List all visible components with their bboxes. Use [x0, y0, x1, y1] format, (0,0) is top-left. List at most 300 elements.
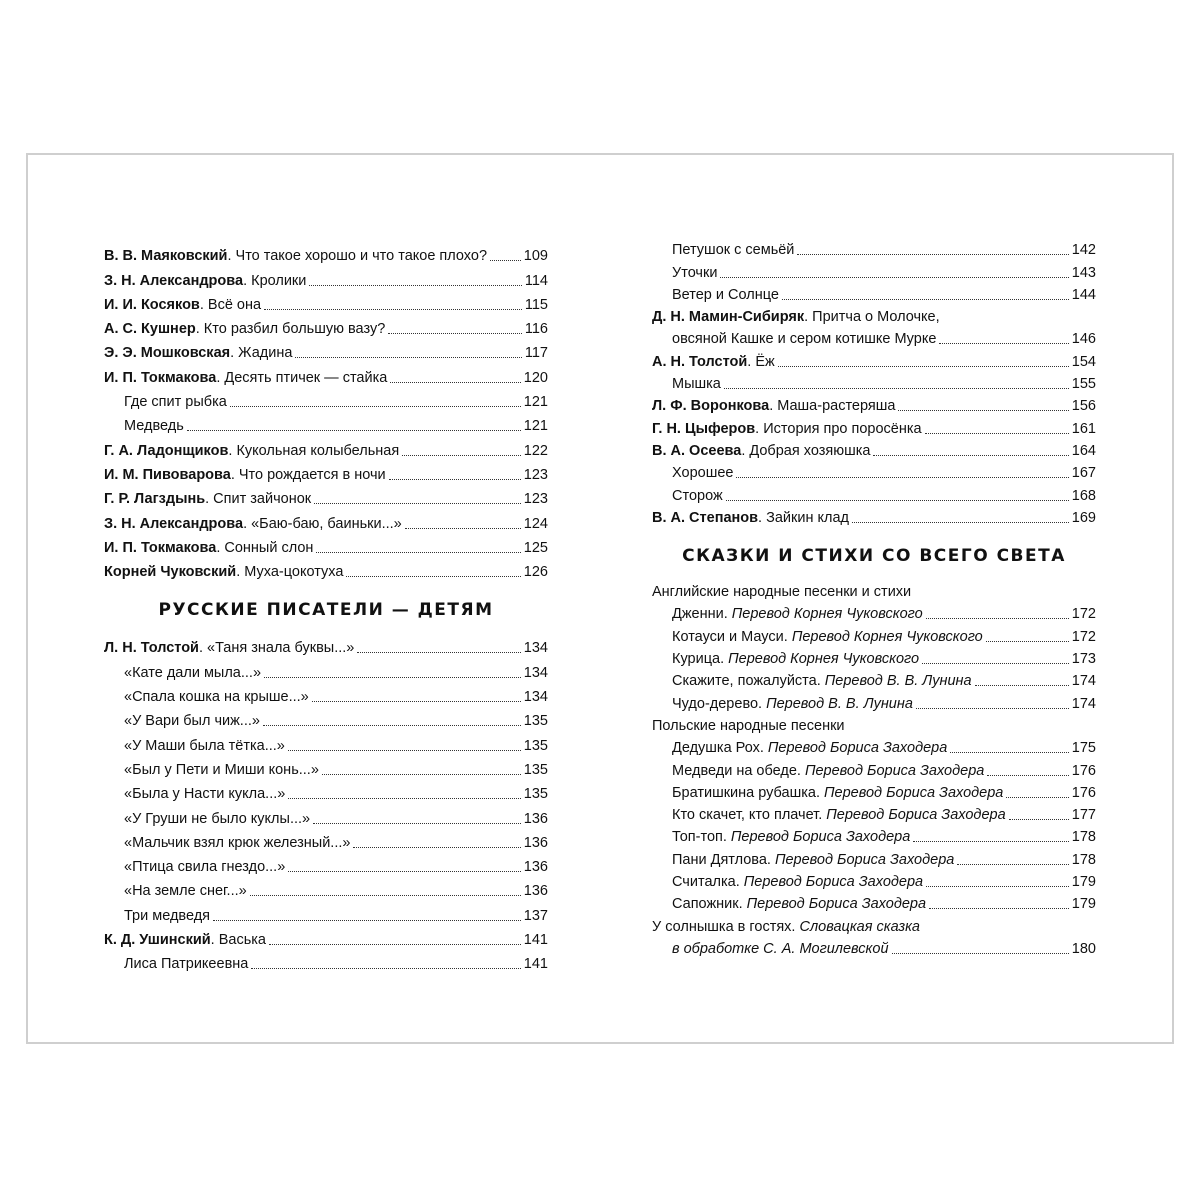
entry-title: У солнышка в гостях. [652, 918, 800, 935]
entry-title: Уточки [672, 264, 718, 281]
leader-dots [187, 430, 521, 431]
entry-title: Дедушка Рох. [672, 740, 768, 757]
toc-entry [104, 411, 548, 435]
leader-dots [389, 479, 521, 480]
entry-page: 141 [523, 932, 548, 949]
entry-title: Котауси и Мауси. [672, 628, 792, 645]
entry-page: 167 [1071, 465, 1096, 482]
entry-page: 123 [523, 491, 548, 508]
leader-dots [913, 841, 1069, 842]
entry-text [124, 762, 319, 779]
entry-page: 116 [524, 321, 548, 338]
toc-entry [652, 460, 1096, 482]
entry-page: 164 [1071, 442, 1096, 459]
entry-title: «У Маши была тётка...» [124, 737, 285, 754]
entry-page: 173 [1071, 651, 1096, 668]
entry-author: З. Н. Александрова [104, 515, 244, 532]
toc-entry [652, 623, 1096, 645]
entry-page: 121 [523, 418, 548, 435]
leader-dots [950, 752, 1069, 753]
toc-entry [104, 925, 548, 949]
toc-entry [104, 730, 548, 754]
leader-dots [736, 477, 1068, 478]
entry-title: Дженни. [672, 606, 732, 623]
toc-entry [652, 371, 1096, 393]
entry-page: 178 [1071, 851, 1096, 868]
entry-title: . Всё она [199, 296, 262, 313]
entry-author: А. Н. Толстой [652, 353, 748, 370]
entry-text [104, 345, 292, 362]
entry-title: овсяной Кашке и сером котишке Мурке [672, 331, 937, 348]
entry-title: Чудо-дерево. [672, 695, 767, 712]
entry-text [104, 467, 386, 484]
entry-text [124, 738, 285, 755]
entry-translator: Перевод Корнея Чуковского [791, 628, 983, 645]
entry-author: Л. Ф. Воронкова [652, 398, 770, 415]
entry-page: 154 [1071, 353, 1096, 370]
entry-title: Петушок с семьёй [672, 242, 795, 259]
toc-entry [104, 484, 548, 508]
entry-translator: Перевод Бориса Заходера [767, 740, 948, 757]
entry-title: Топ-топ. [672, 829, 731, 846]
entry-author: А. С. Кушнер [104, 321, 196, 338]
entry-text [104, 491, 311, 508]
toc-entry [104, 852, 548, 876]
toc-entry [104, 241, 548, 265]
toc-entry [652, 891, 1096, 913]
leader-dots [309, 285, 521, 286]
toc-entry [104, 265, 548, 289]
entry-text [672, 785, 1003, 802]
entry-translator: Перевод Бориса Заходера [743, 874, 924, 891]
entry-page: 180 [1071, 940, 1096, 957]
entry-text [124, 908, 210, 925]
entry-page: 136 [523, 883, 548, 900]
entry-text [672, 852, 954, 869]
leader-dots [929, 908, 1069, 909]
toc-entry [652, 780, 1096, 802]
entry-title: . Спит зайчонок [205, 491, 312, 508]
toc-list-english [652, 601, 1096, 712]
toc-entry [652, 237, 1096, 259]
entry-title: . Сонный слон [216, 539, 314, 556]
leader-dots [926, 886, 1069, 887]
entry-author: З. Н. Александрова [104, 272, 244, 289]
leader-dots [724, 388, 1069, 389]
entry-title: Лиса Патрикеевна [124, 956, 249, 973]
entry-text [104, 370, 387, 387]
leader-dots [312, 701, 521, 702]
leader-dots [939, 343, 1068, 344]
entry-page: 134 [523, 664, 548, 681]
toc-entry [104, 533, 548, 557]
entry-text [104, 321, 385, 338]
group-title-english: Английские народные песенки и стихи [652, 584, 912, 601]
entry-author: Корней Чуковский [104, 564, 237, 581]
leader-dots [1006, 797, 1068, 798]
entry-page: 177 [1071, 807, 1096, 824]
entry-page: 115 [524, 296, 548, 313]
entry-page: 135 [523, 737, 548, 754]
entry-author: Г. А. Ладонщиков [104, 442, 229, 459]
entry-title: «На земле снег...» [124, 883, 247, 900]
entry-page: 117 [524, 345, 548, 362]
entry-page: 142 [1071, 242, 1096, 259]
entry-text [672, 606, 923, 623]
toc-entry [104, 314, 548, 338]
entry-title: . «Баю-баю, баиньки...» [243, 515, 402, 532]
toc-entry [104, 828, 548, 852]
toc-list-top [104, 241, 548, 581]
entry-title: . Ёж [747, 353, 775, 370]
entry-title: «Спала кошка на крыше...» [124, 689, 309, 706]
book-spread [26, 153, 1174, 1044]
entry-translator: Перевод Корнея Чуковского [731, 606, 923, 623]
toc-entry [104, 949, 548, 973]
entry-page: 168 [1071, 487, 1096, 504]
leader-dots [975, 685, 1069, 686]
toc-entry [652, 936, 1096, 958]
toc-list-top [652, 237, 1096, 527]
section-heading-russian-writers: РУССКИЕ ПИСАТЕЛИ — ДЕТЯМ [158, 600, 494, 621]
entry-title: «У Вари был чиж...» [124, 713, 260, 730]
entry-author: В. В. Маяковский [104, 248, 228, 265]
entry-text [672, 465, 733, 482]
entry-title: Хорошее [672, 465, 734, 482]
entry-translator: Перевод Бориса Заходера [730, 829, 911, 846]
leader-dots [251, 968, 520, 969]
section-heading-world-tales: СКАЗКИ И СТИХИ СО ВСЕГО СВЕТА [682, 545, 1066, 566]
entry-text [672, 629, 983, 646]
toc-entry [104, 435, 548, 459]
entry-text [672, 242, 794, 259]
entry-text [104, 516, 402, 533]
leader-dots [986, 641, 1069, 642]
toc-entry [104, 682, 548, 706]
entry-title: . Десять птичек — стайка [216, 369, 388, 386]
entry-page: 136 [523, 859, 548, 876]
leader-dots [295, 357, 521, 358]
entry-page: 144 [1071, 286, 1096, 303]
entry-author: И. П. Токмакова [104, 369, 217, 386]
entry-page: 114 [524, 272, 548, 289]
entry-title: . Притча о Молочке, [804, 309, 940, 326]
entry-title: . История про поросёнка [755, 420, 922, 437]
leader-dots [916, 708, 1069, 709]
leader-dots [322, 774, 521, 775]
toc-entry [652, 259, 1096, 281]
leader-dots [926, 618, 1069, 619]
entry-text [672, 807, 1006, 824]
toc-entry [104, 557, 548, 581]
entry-text [652, 398, 895, 415]
entry-text [652, 510, 849, 527]
leader-dots [263, 725, 521, 726]
entry-page: 135 [523, 786, 548, 803]
entry-text [672, 874, 923, 891]
entry-text [104, 443, 399, 460]
entry-author: К. Д. Ушинский [104, 932, 211, 949]
toc-entry [652, 735, 1096, 757]
entry-page: 136 [523, 834, 548, 851]
entry-author: В. А. Степанов [652, 509, 759, 526]
toc-entry [104, 706, 548, 730]
leader-dots [316, 552, 520, 553]
entry-title: . Муха-цокотуха [236, 564, 344, 581]
toc-entry [652, 438, 1096, 460]
toc-entry [652, 802, 1096, 824]
entry-title: . Что такое хорошо и что такое плохо? [227, 248, 488, 265]
entry-page: 143 [1071, 264, 1096, 281]
entry-page: 122 [523, 442, 548, 459]
entry-translator: в обработке С. А. Могилевской [672, 940, 889, 957]
entry-page: 126 [523, 564, 548, 581]
entry-text [672, 896, 926, 913]
entry-title: «Кате дали мыла...» [124, 664, 262, 681]
entry-page: 135 [523, 761, 548, 778]
entry-title: . Кто разбил большую вазу? [195, 321, 386, 338]
entry-text [652, 443, 870, 460]
toc-entry [652, 304, 1096, 326]
entry-text [104, 640, 354, 657]
entry-translator: Перевод Бориса Заходера [824, 784, 1004, 801]
entry-text [672, 488, 723, 505]
entry-title: Пани Дятлова. [672, 851, 775, 868]
toc-entry [652, 668, 1096, 690]
entry-translator: Перевод Корнея Чуковского [728, 651, 920, 668]
toc-entry [104, 633, 548, 657]
entry-title: Сторож [672, 487, 723, 504]
entry-page: 134 [523, 689, 548, 706]
entry-title: Считалка. [672, 874, 744, 891]
toc-entry [104, 290, 548, 314]
entry-text [104, 540, 313, 557]
entry-author: Э. Э. Мошковская [104, 345, 231, 362]
entry-author: И. П. Токмакова [104, 539, 217, 556]
entry-page: 156 [1071, 398, 1096, 415]
entry-page: 125 [523, 539, 548, 556]
entry-page: 141 [523, 956, 548, 973]
entry-page: 172 [1071, 606, 1096, 623]
entry-page: 146 [1071, 331, 1096, 348]
entry-page: 137 [523, 907, 548, 924]
entry-translator: Перевод Бориса Заходера [774, 851, 955, 868]
entry-page: 174 [1071, 673, 1096, 690]
entry-page: 121 [523, 394, 548, 411]
toc-entry [652, 913, 1096, 935]
leader-dots [230, 406, 521, 407]
entry-title: . Добрая хозяюшка [741, 442, 871, 459]
entry-author: И. И. Косяков [104, 296, 200, 313]
entry-title: Мышка [672, 376, 721, 393]
toc-entry [652, 601, 1096, 623]
entry-title: «Был у Пети и Миши конь...» [124, 761, 319, 778]
toc-entry [652, 846, 1096, 868]
entry-page: 135 [523, 713, 548, 730]
entry-text [652, 309, 1096, 326]
entry-title: . Васька [210, 932, 266, 949]
entry-title: «Была у Насти кукла...» [124, 786, 286, 803]
entry-text [124, 689, 309, 706]
entry-translator: Перевод В. В. Лунина [766, 695, 913, 712]
toc-entry [652, 326, 1096, 348]
entry-page: 134 [523, 640, 548, 657]
entry-text [124, 811, 310, 828]
toc-list-bottom [104, 633, 548, 973]
toc-entry [652, 482, 1096, 504]
entry-title: «Мальчик взял крюк железный...» [124, 834, 351, 851]
entry-text [672, 287, 779, 304]
entry-author: Д. Н. Мамин-Сибиряк [652, 309, 805, 326]
leader-dots [250, 895, 521, 896]
entry-title: . Кролики [243, 272, 307, 289]
group-title-polish: Польские народные песенки [652, 717, 845, 734]
entry-title: . Маша-растеряша [769, 398, 896, 415]
leader-dots [388, 333, 522, 334]
entry-text [672, 265, 717, 282]
leader-dots [726, 500, 1069, 501]
toc-entry [652, 393, 1096, 415]
entry-text [104, 297, 261, 314]
toc-entry [652, 869, 1096, 891]
leader-dots [987, 775, 1068, 776]
leader-dots [269, 944, 521, 945]
entry-text [124, 665, 261, 682]
entry-title: Курица. [672, 651, 729, 668]
leader-dots [313, 823, 521, 824]
entry-title: Сапожник. [672, 896, 747, 913]
entry-page: 175 [1071, 740, 1096, 757]
toc-list-polish [652, 735, 1096, 913]
leader-dots [264, 309, 522, 310]
entry-text [124, 956, 248, 973]
toc-entry [652, 646, 1096, 668]
entry-text [672, 376, 721, 393]
entry-title: Где спит рыбка [124, 394, 227, 411]
entry-page: 172 [1071, 628, 1096, 645]
entry-text [124, 418, 184, 435]
entry-text [672, 763, 984, 780]
entry-text [672, 673, 972, 690]
entry-page: 136 [523, 810, 548, 827]
entry-title: «У Груши не было куклы...» [124, 810, 311, 827]
entry-text [672, 696, 913, 713]
entry-title: . «Таня знала буквы...» [198, 640, 355, 657]
toc-entry [652, 757, 1096, 779]
toc-entry [104, 755, 548, 779]
right-page-contents [652, 237, 1096, 958]
entry-text [104, 248, 487, 265]
entry-text [124, 394, 227, 411]
toc-entry [652, 824, 1096, 846]
entry-page: 161 [1071, 420, 1096, 437]
leader-dots [892, 953, 1069, 954]
entry-page: 169 [1071, 509, 1096, 526]
entry-page: 120 [523, 369, 548, 386]
toc-entry [104, 900, 548, 924]
entry-text [672, 651, 919, 668]
leader-dots [490, 260, 521, 261]
leader-dots [288, 750, 521, 751]
entry-page: 123 [523, 466, 548, 483]
toc-entry [104, 338, 548, 362]
entry-title: Кто скачет, кто плачет. [672, 807, 827, 824]
entry-translator: Перевод Бориса Заходера [826, 807, 1006, 824]
entry-title: Три медведя [124, 907, 211, 924]
leader-dots [898, 410, 1068, 411]
toc-entry [104, 508, 548, 532]
leader-dots [213, 920, 521, 921]
entry-author: В. А. Осеева [652, 442, 742, 459]
entry-text [104, 564, 343, 581]
toc-entry [652, 282, 1096, 304]
entry-page: 179 [1071, 874, 1096, 891]
entry-author: Г. Р. Лагздынь [104, 491, 206, 508]
leader-dots [782, 299, 1069, 300]
entry-text [104, 273, 306, 290]
entry-author: Г. Н. Цыферов [652, 420, 756, 437]
toc-entry [104, 876, 548, 900]
toc-entry [652, 348, 1096, 370]
toc-entry [652, 505, 1096, 527]
entry-title: Медведь [124, 418, 184, 435]
entry-page: 176 [1071, 784, 1096, 801]
entry-page: 176 [1071, 762, 1096, 779]
leader-dots [1009, 819, 1069, 820]
toc-entry [104, 460, 548, 484]
toc-entry [652, 690, 1096, 712]
leader-dots [314, 503, 521, 504]
entry-text [652, 354, 775, 371]
entry-text [124, 835, 350, 852]
leader-dots [402, 455, 521, 456]
entry-text [104, 932, 266, 949]
entry-translator: Словацкая сказка [799, 918, 920, 935]
left-page-contents [104, 241, 548, 973]
entry-page: 109 [523, 248, 548, 265]
entry-title: . Кукольная колыбельная [228, 442, 400, 459]
entry-text [124, 883, 247, 900]
entry-title: . Что рождается в ночи [230, 466, 386, 483]
leader-dots [264, 677, 521, 678]
entry-page: 179 [1071, 896, 1096, 913]
entry-author: И. М. Пивоварова [104, 466, 231, 483]
toc-entry [104, 362, 548, 386]
leader-dots [390, 382, 520, 383]
entry-title: «Птица свила гнездо...» [124, 859, 286, 876]
toc-entry [104, 387, 548, 411]
entry-text [124, 859, 285, 876]
entry-title: . Зайкин клад [758, 509, 849, 526]
entry-title: Ветер и Солнце [672, 286, 779, 303]
leader-dots [346, 576, 520, 577]
entry-text [124, 713, 260, 730]
leader-dots [405, 528, 521, 529]
entry-page: 124 [523, 515, 548, 532]
entry-page: 178 [1071, 829, 1096, 846]
toc-entry [104, 779, 548, 803]
toc-entry [104, 803, 548, 827]
entry-text [124, 786, 285, 803]
entry-page: 174 [1071, 695, 1096, 712]
leader-dots [797, 254, 1068, 255]
leader-dots [288, 798, 520, 799]
entry-translator: Перевод Бориса Заходера [746, 896, 927, 913]
entry-text [672, 829, 910, 846]
leader-dots [720, 277, 1068, 278]
leader-dots [288, 871, 521, 872]
entry-title: Братишкина рубашка. [672, 784, 825, 801]
